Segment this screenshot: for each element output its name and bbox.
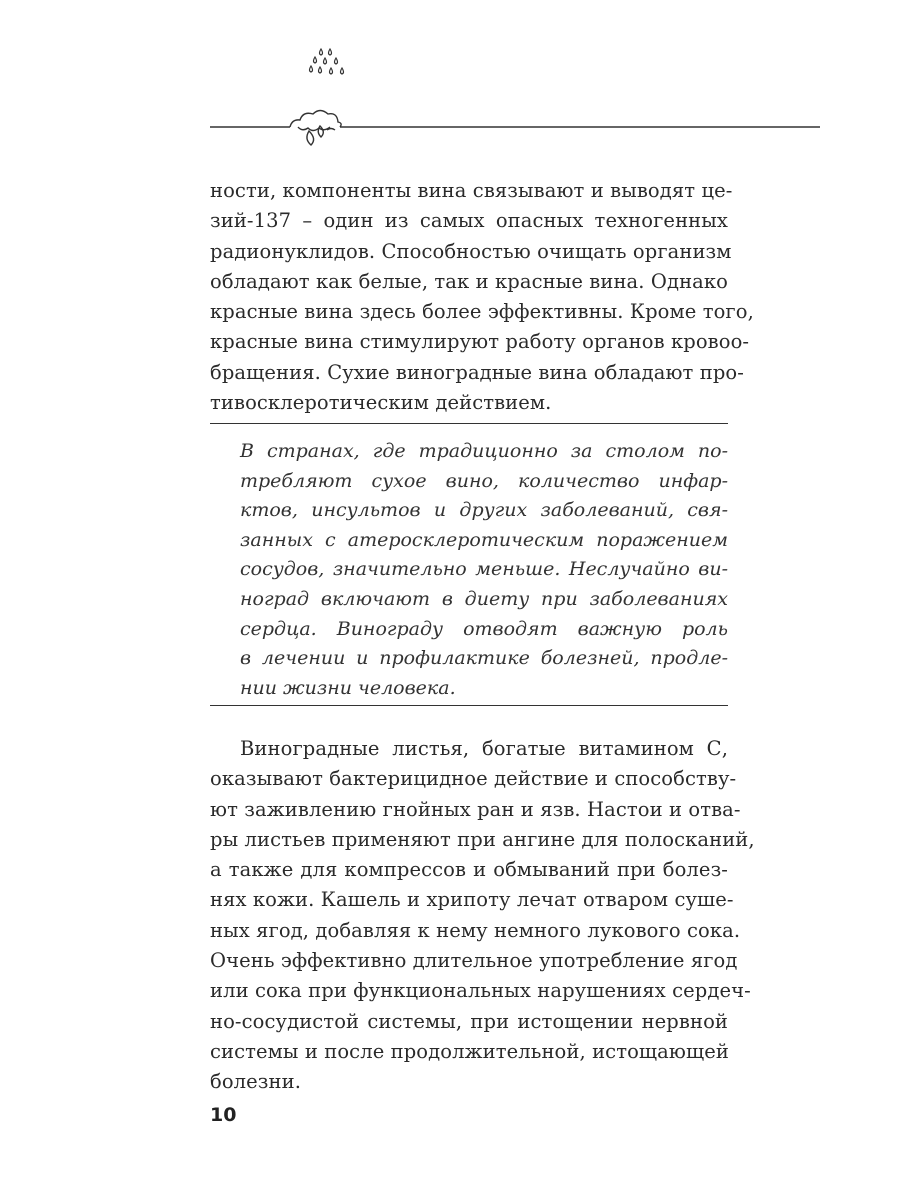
body-paragraph-1 <box>210 176 754 418</box>
text-line: оказывают бактерицидное действие и способству- <box>210 767 737 791</box>
quote-line: ктов, инсультов и других заболеваний, свя- <box>240 499 728 522</box>
text-line: а также для компрессов и обмываний при болез- <box>210 858 728 882</box>
text-line: системы и после продолжительной, истощающей <box>210 1039 729 1063</box>
quote-line: сердца. Винограду отводят важную роль <box>240 617 728 640</box>
text-line: Виноградные листья, богатые витамином С, <box>240 737 728 760</box>
cloud-seed-icon <box>290 111 341 146</box>
text-line: зий-137 – один из самых опасных техногенных <box>210 209 728 233</box>
callout-quote <box>240 437 728 703</box>
text-line: радионуклидов. Способностью очищать организм <box>210 239 732 263</box>
text-line: ют заживлению гнойных ран и язв. Настои и отва- <box>210 797 741 821</box>
text-line: тивосклеротическим действием. <box>210 391 552 415</box>
quote-line: требляют сухое вино, количество инфар- <box>240 469 728 492</box>
quote-line: в лечении и профилактике болезней, продле- <box>240 647 728 670</box>
text-line: Очень эффективно длительное употребление ягод <box>210 949 738 973</box>
text-line: ных ягод, добавляя к нему немного лукового сока. <box>210 918 741 942</box>
text-line: ры листьев применяют при ангине для полосканий, <box>210 827 755 851</box>
quote-line: нии жизни человека. <box>240 676 456 699</box>
header-ornament <box>0 0 900 170</box>
text-line: ности, компоненты вина связывают и выводят це- <box>210 179 733 202</box>
quote-line: занных с атеросклеротическим поражением <box>240 528 728 551</box>
text-line: нях кожи. Кашель и хрипоту лечат отваром суше- <box>210 888 734 912</box>
text-line: но-сосудистой системы, при истощении нервной <box>210 1009 728 1033</box>
callout-bottom-rule <box>210 705 728 706</box>
quote-line: ноград включают в диету при заболеваниях <box>240 587 728 610</box>
text-line: болезни. <box>210 1070 302 1094</box>
text-line: красные вина стимулируют работу органов кровоо- <box>210 330 750 354</box>
quote-line: В странах, где традиционно за столом по- <box>240 440 728 462</box>
text-line: бращения. Сухие виноградные вина обладают про- <box>210 360 744 384</box>
page-number: 10 <box>210 1104 237 1126</box>
text-line: обладают как белые, так и красные вина. Однако <box>210 269 729 293</box>
text-line: красные вина здесь более эффективны. Кроме того, <box>210 300 754 324</box>
callout-top-rule <box>210 423 728 424</box>
text-line: или сока при функциональных нарушениях сердеч- <box>210 979 751 1003</box>
raindrops-icon <box>310 49 344 74</box>
quote-line: сосудов, значительно меньше. Неслучайно ви- <box>240 558 728 581</box>
body-paragraph-2 <box>210 734 755 1098</box>
